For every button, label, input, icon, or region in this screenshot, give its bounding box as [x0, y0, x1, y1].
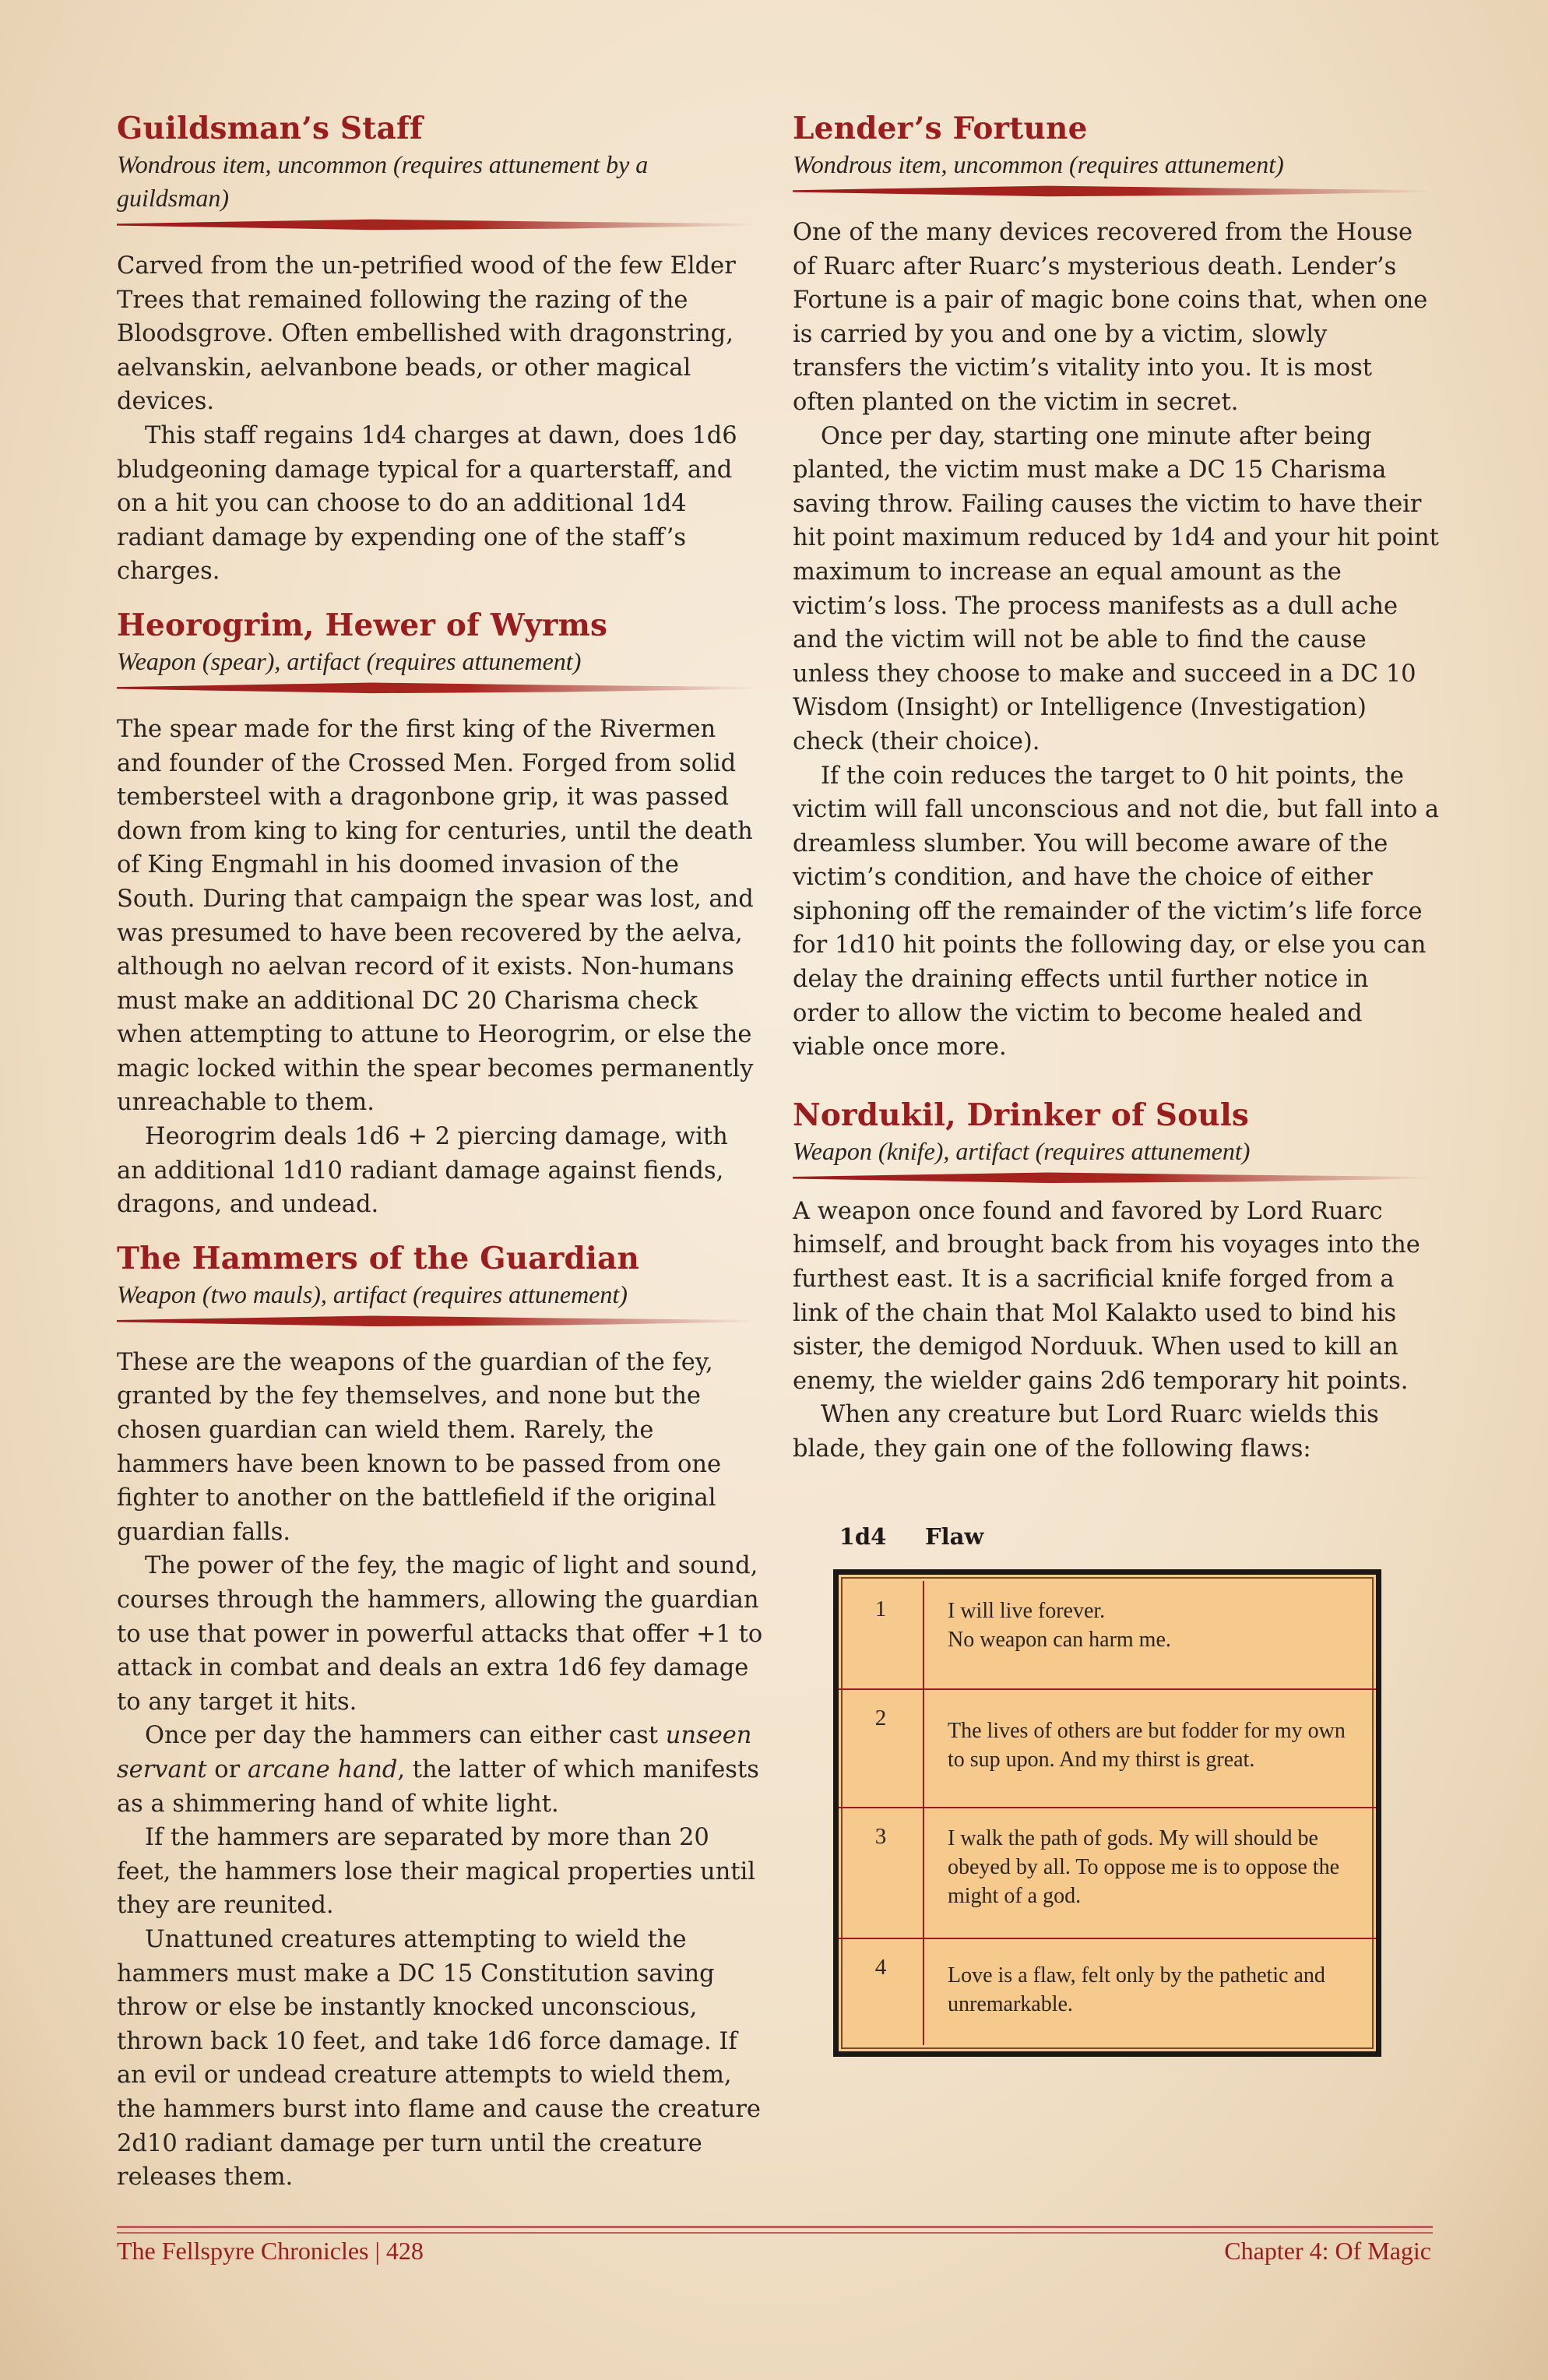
- item-subtitle: Weapon (two mauls), artifact (requires attunement): [117, 1280, 628, 1308]
- item-subtitle: Wondrous item, uncommon (requires attunement by a guildsman): [117, 150, 649, 212]
- paragraph: One of the many devices recovered from the House of Ruarc after Ruarc’s mysterious death. Lender’s Fortune is a pair of magic bone coins that, when one is carried by you and one by a victim, slowly transfers the victim’s vitality into you. It is most often planted on the victim in secret.: [793, 219, 1428, 416]
- item-entry-nordukil: [793, 1096, 1441, 1466]
- item-title: Lender’s Fortune: [793, 111, 1088, 146]
- paragraph: This staff regains 1d4 charges at dawn, does 1d6 bludgeoning damage typical for a quarterstaff, and on a hit you can choose to do an additional 1d4 radiant damage by expending one of the staff’s charges.: [117, 421, 737, 586]
- paragraph: A weapon once found and favored by Lord Ruarc himself, and brought back from his voyages into the furthest east. It is a sacrificial knife forged from a link of the chain that Mol Kalakto used to bind his sister, the demigod Norduuk. When used to kill an enemy, the wielder gains 2d6 temporary hit points.: [793, 1197, 1420, 1395]
- right-column: [793, 109, 1441, 2057]
- table-row: [839, 1581, 1376, 1690]
- section-divider: [793, 1171, 1431, 1184]
- item-subtitle: Weapon (spear), artifact (requires attunement): [117, 646, 582, 675]
- roll-value: 2: [839, 1690, 924, 1807]
- section-divider: [793, 185, 1431, 197]
- section-divider: [117, 1315, 755, 1327]
- paragraph: Unattuned creatures attempting to wield the hammers must make a DC 15 Constitution saving throw or else be instantly knocked unconscious, thrown back 10 feet, and take 1d6 force damage. If an evil or undead creature attempts to wield them, the hammers burst into flame and cause the creature 2d10 radiant damage per turn until the creature releases them.: [117, 1925, 761, 2192]
- table-row: [839, 1939, 1376, 2045]
- item-entry-hammers-of-the-guardian: [117, 1239, 765, 2195]
- flaw-text: The lives of others are but fodder for my own to sup upon. And my thirst is great.: [948, 1718, 1346, 1772]
- table-row: [839, 1690, 1376, 1808]
- item-title: Heorogrim, Hewer of Wyrms: [117, 607, 608, 643]
- paragraph: If the coin reduces the target to 0 hit points, the victim will fall unconscious and not die, but fall into a dreamless slumber. You will become aware of the victim’s condition, and have the choice of either siphoning off the remainder of the victim’s life force for 1d10 hit points the following day, or else you can delay the draining effects until further notice in order to allow the victim to become healed and viable once more.: [793, 762, 1440, 1061]
- item-title: The Hammers of the Guardian: [117, 1240, 640, 1276]
- item-entry-lenders-fortune: [793, 109, 1441, 1065]
- flaw-text: Love is a flaw, felt only by the pathetic and unremarkable.: [948, 1963, 1325, 2016]
- item-entry-guildsmans-staff: [117, 109, 765, 589]
- paragraph: Once per day, starting one minute after being planted, the victim must make a DC 15 Charisma saving throw. Failing causes the victim to have their hit point maximum reduced by 1d4 and your hit point maximum to increase an equal amount as the victim’s loss. The process manifests as a dull ache and the victim will not be able to find the cause unless they choose to make and succeed in a DC 10 Wisdom (Insight) or Intelligence (Investigation) check (their choice).: [793, 422, 1439, 755]
- spell-name: arcane hand: [247, 1755, 398, 1783]
- left-column: [117, 109, 765, 2195]
- section-divider: [117, 218, 755, 231]
- text-run: , the latter of which manifests as a shimmering hand of white light.: [117, 1755, 759, 1818]
- roll-value: 4: [839, 1939, 924, 2045]
- paragraph: [117, 1719, 765, 1821]
- column-header-flaw: Flaw: [925, 1523, 984, 1550]
- footer-rule: [117, 2226, 1433, 2228]
- section-divider: [117, 681, 755, 694]
- flaw-table-header: [793, 1521, 1441, 1552]
- footer-chapter: Chapter 4: Of Magic: [1224, 2237, 1431, 2265]
- flaw-text: [924, 1581, 1184, 1688]
- flaw-line: I will live forever.: [948, 1598, 1106, 1623]
- paragraph: These are the weapons of the guardian of the fey, granted by the fey themselves, and none but the chosen guardian can wield them. Rarely, the hammers have been known to be passed from one fighter to another on the battlefield if the original guardian falls.: [117, 1348, 722, 1546]
- text-run: Once per day the hammers can either cast: [145, 1722, 666, 1750]
- footer-book-title-page: The Fellspyre Chronicles | 428: [117, 2237, 424, 2265]
- paragraph: Heorogrim deals 1d6 + 2 piercing damage, with an additional 1d10 radiant damage against fiends, dragons, and undead.: [117, 1123, 728, 1219]
- item-title: Nordukil, Drinker of Souls: [793, 1097, 1250, 1133]
- item-entry-heorogrim: [117, 606, 765, 1222]
- spell-name: unseen servant: [117, 1722, 752, 1783]
- flaw-line: No weapon can harm me.: [948, 1627, 1171, 1652]
- roll-value: 1: [839, 1581, 924, 1688]
- footer-rule: [117, 2232, 1433, 2234]
- paragraph: When any creature but Lord Ruarc wields this blade, they gain one of the following flaws:: [793, 1401, 1379, 1463]
- column-header-roll: 1d4: [839, 1523, 887, 1550]
- item-subtitle: Weapon (knife), artifact (requires attunement): [793, 1136, 1251, 1165]
- paragraph: Carved from the un-petrified wood of the few Elder Trees that remained following the razing of the Bloodsgrove. Often embellished with dragonstring, aelvanskin, aelvanbone beads, or other magical devices.: [117, 252, 736, 416]
- item-subtitle: Wondrous item, uncommon (requires attunement): [793, 150, 1284, 178]
- roll-value: 3: [839, 1808, 924, 1938]
- paragraph: The power of the fey, the magic of light and sound, courses through the hammers, allowing the guardian to use that power in powerful attacks that offer +1 to attack in combat and deals an extra 1d6 fey damage to any target it hits.: [117, 1552, 763, 1716]
- flaw-table: [833, 1569, 1381, 2057]
- table-row: [839, 1808, 1376, 1939]
- paragraph: The spear made for the first king of the Rivermen and founder of the Crossed Men. Forged from solid tembersteel with a dragonbone grip, it was passed down from king to king for centuries, until the death of King Engmahl in his doomed invasion of the South. During that campaign the spear was lost, and was presumed to have been recovered by the aelva, although no aelvan record of it exists. Non-humans must make an additional DC 20 Charisma check when attempting to attune to Heorogrim, or else the magic locked within the spear becomes permanently unreachable to them.: [117, 715, 754, 1117]
- text-run: or: [206, 1755, 248, 1783]
- paragraph: If the hammers are separated by more than 20 feet, the hammers lose their magical properties until they are reunited.: [117, 1824, 756, 1920]
- item-title: Guildsman’s Staff: [117, 111, 423, 146]
- flaw-text: I walk the path of gods. My will should be obeyed by all. To oppose me is to oppose the might of a god.: [948, 1825, 1340, 1908]
